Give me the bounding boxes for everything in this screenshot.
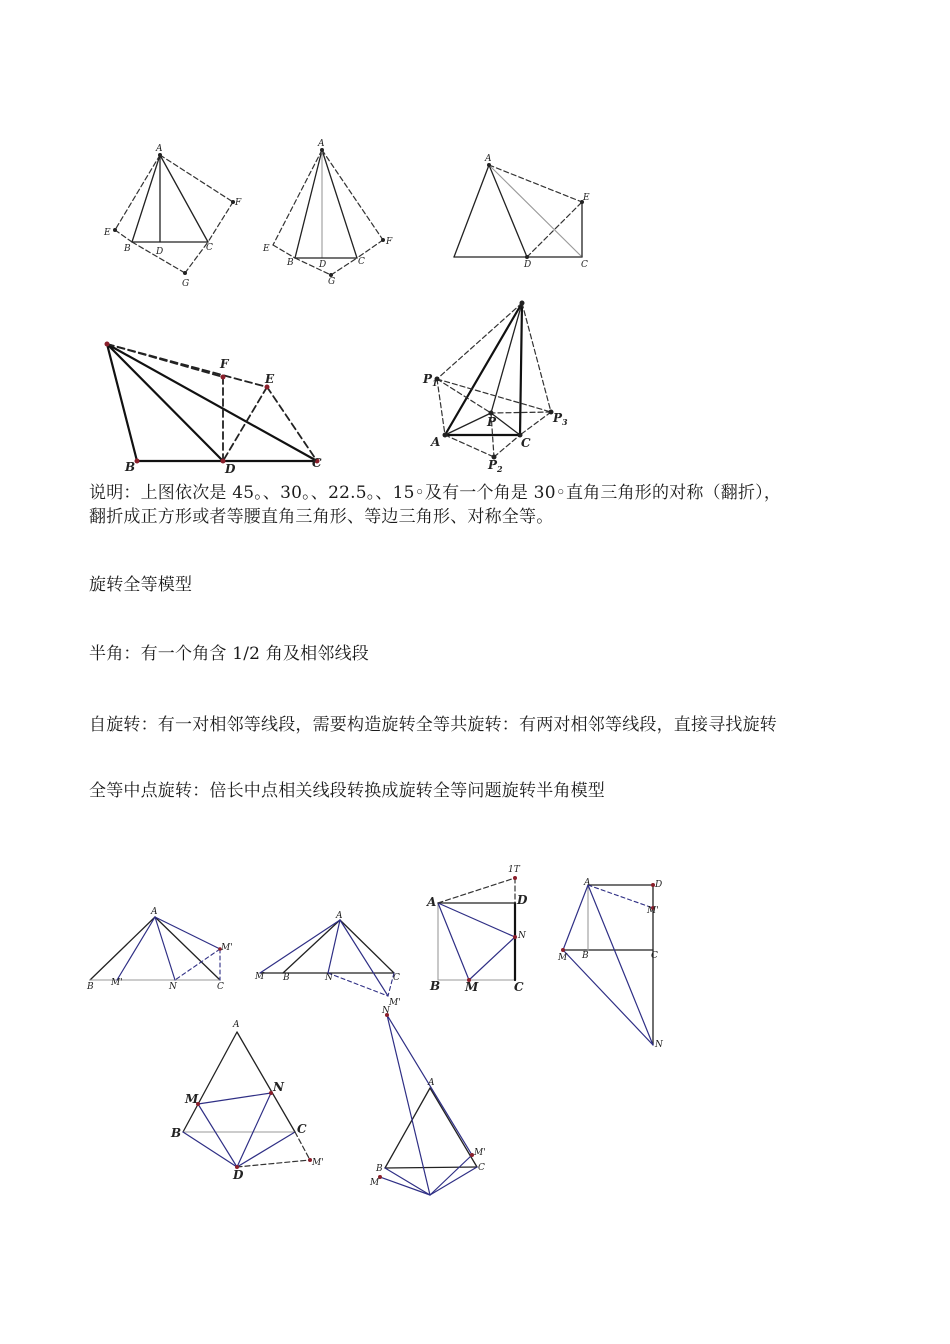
label-A: A	[584, 878, 591, 888]
label-A: A	[485, 154, 492, 164]
label-A: A	[427, 895, 437, 909]
item-half-angle: 半角：有一个角含 1/2 角及相邻线段	[89, 644, 369, 664]
label-C: C	[581, 260, 588, 270]
label-G: G	[328, 277, 336, 287]
label-A: A	[318, 139, 325, 149]
label-C: C	[393, 973, 400, 983]
figure-22-5-degree-fold	[440, 150, 600, 270]
label-A: A	[151, 907, 158, 917]
section-heading: 旋转全等模型	[89, 575, 193, 595]
label-B: B	[430, 979, 441, 993]
label-G: G	[182, 279, 190, 289]
label-N: N	[273, 1080, 284, 1094]
label-N: N	[169, 982, 177, 992]
label-T: 1T	[508, 865, 520, 875]
label-D: D	[319, 260, 327, 270]
label-D: D	[233, 1168, 244, 1182]
label-N: N	[655, 1040, 663, 1050]
label-M: M	[465, 980, 479, 994]
label-F: F	[386, 237, 393, 247]
label-A: A	[156, 144, 163, 154]
label-C: C	[297, 1122, 307, 1136]
label-B: B	[171, 1126, 182, 1140]
label-C: C	[217, 982, 224, 992]
label-A: A	[431, 435, 441, 449]
label-M: M	[558, 953, 568, 963]
label-M: M	[370, 1178, 380, 1188]
label-M-prime: M'	[221, 943, 233, 953]
label-E: E	[104, 228, 111, 238]
label-D: D	[524, 260, 532, 270]
figure-15-degree-fold	[95, 335, 335, 475]
caption-line-2: 翻折成正方形或者等腰直角三角形、等边三角形、对称全等。	[89, 507, 554, 527]
label-C: C	[206, 243, 213, 253]
label-C: C	[478, 1163, 485, 1173]
label-D: D	[225, 462, 236, 476]
item-self-rotation: 自旋转：有一对相邻等线段，需要构造旋转全等共旋转：有两对相邻等线段，直接寻找旋转	[89, 715, 777, 735]
label-N: N	[382, 1006, 390, 1016]
label-C: C	[521, 436, 531, 450]
label-C: C	[358, 257, 365, 267]
label-D: D	[517, 893, 528, 907]
label-M-prime: M'	[389, 998, 401, 1008]
label-M-prime: M'	[312, 1158, 324, 1168]
label-M-prime: M'	[474, 1148, 486, 1158]
label-E: E	[583, 193, 590, 203]
label-N: N	[325, 973, 333, 983]
figure-30-degree-fold	[255, 135, 405, 285]
label-P: P	[487, 415, 497, 429]
label-B: B	[287, 258, 294, 268]
label-C: C	[312, 456, 322, 470]
label-C: C	[514, 980, 524, 994]
label-B: B	[87, 982, 94, 992]
figure-45-degree-fold	[100, 140, 250, 290]
figure-rotation-equilateral-1	[165, 1015, 335, 1182]
label-B: B	[582, 951, 589, 961]
label-D: D	[655, 880, 663, 890]
label-A: A	[233, 1020, 240, 1030]
caption-line-1: 说明：上图依次是 45。、30。、22.5。、15◦及有一个角是 30◦直角三角形的对称（翻折），	[89, 483, 782, 503]
label-F: F	[235, 198, 242, 208]
figure-rotation-half-angle-1	[85, 905, 235, 995]
label-C: C	[651, 951, 658, 961]
label-E: E	[265, 372, 275, 386]
label-E: E	[263, 244, 270, 254]
label-F: F	[220, 357, 229, 371]
label-P2: $P_2$	[488, 458, 503, 474]
figure-rotation-square-1	[425, 860, 535, 995]
label-M: M	[185, 1092, 199, 1106]
figure-rotation-equilateral-2	[370, 1005, 500, 1200]
label-M: M	[255, 972, 265, 982]
label-N: N	[518, 931, 526, 941]
label-B: B	[124, 244, 131, 254]
label-P1: $P_1$	[423, 372, 438, 388]
label-A: A	[336, 911, 343, 921]
label-B: B	[376, 1164, 383, 1174]
figure-rotation-half-angle-2	[255, 910, 415, 1010]
label-P3: $P_3$	[553, 411, 568, 427]
label-A: A	[428, 1078, 435, 1088]
label-B: B	[125, 460, 136, 474]
figure-rotation-square-2	[555, 875, 675, 1055]
figure-30-degree-right-triangle-fold	[420, 290, 580, 475]
label-D: D	[156, 247, 164, 257]
label-M-prime: M'	[647, 906, 659, 916]
label-B: B	[283, 973, 290, 983]
label-M: M'	[111, 978, 123, 988]
item-midpoint-rotation: 全等中点旋转：倍长中点相关线段转换成旋转全等问题旋转半角模型	[89, 781, 605, 801]
